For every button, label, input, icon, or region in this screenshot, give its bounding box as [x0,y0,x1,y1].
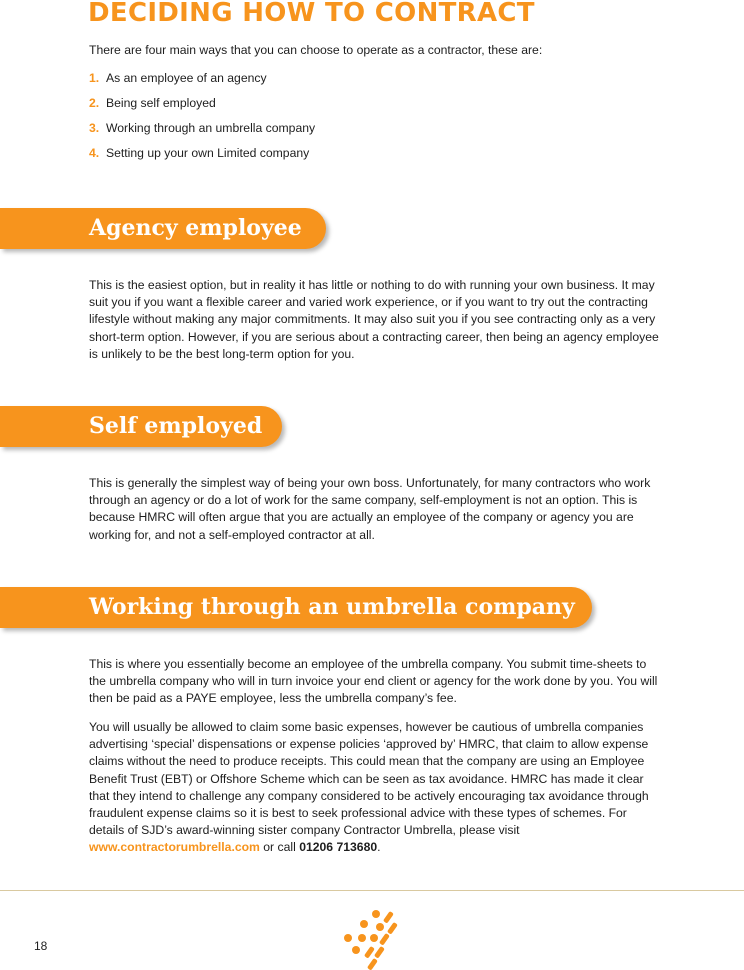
list-number: 1. [89,71,100,85]
list-item-text: Being self employed [106,96,216,110]
sentence-end: . [377,840,381,855]
agency-employee-paragraph: This is the easiest option, but in reality it has little or nothing to do with running your own business. It may suit you if you want a flexible career and varied work experience, or if you want to try out the contracting lifestyle without making any major commitments. It may also suit you if you see contracting only as a very short-term option. However, if you are serious about a contracting career, then being an agency employee is unlikely to be the best long-term option for you. [89,278,659,361]
umbrella-paragraph-2 [89,719,664,857]
list-item [89,71,315,96]
list-number: 4. [89,146,100,160]
intro-text: There are four main ways that you can choose to operate as a contractor, these are: [89,43,543,57]
page-title: DECIDING HOW TO CONTRACT [88,0,535,28]
contractor-umbrella-link[interactable]: www.contractorumbrella.com [89,840,260,855]
page-number: 18 [34,939,48,953]
list-item [89,121,315,146]
list-item-text: Working through an umbrella company [106,121,316,135]
self-employed-paragraph: This is generally the simplest way of being your own boss. Unfortunately, for many contractors who work through an agency or do a lot of work for the same company, self-employment is not an option. This is because HMRC will often argue that you are actually an employee of the company or agency you are working for, and not a self-employed contractor at all. [89,476,651,542]
section-banner-agency-employee: Agency employee [0,208,326,249]
umbrella-paragraph-1: This is where you essentially become an employee of the umbrella company. You submit time-sheets to the umbrella company who will in turn invoice your end client or agency for the work done by you. You will then be paid as a PAYE employee, less the umbrella company’s fee. [89,657,658,706]
section-banner-self-employed: Self employed [0,406,282,447]
list-item-text: Setting up your own Limited company [106,146,310,160]
call-text: or call [259,840,300,855]
list-number: 3. [89,121,100,135]
company-logo [340,908,404,970]
options-list [89,71,315,171]
umbrella-paragraph-2-text: You will usually be allowed to claim some basic expenses, however be cautious of umbrella companies advertising ‘special’ dispensations or expense policies ‘approved by’ HMRC, that claim to allow expense claims without the need to produce receipts. This could mean that the company are using an Employee Benefit Trust (EBT) or Offshore Scheme which can be seen as tax avoidance. HMRC has made it clear that they intend to challenge any company considered to be actively encouraging tax avoidance through fraudulent expense claims so it is best to seek professional advice with these types of schemes. For details of SJD’s award-winning sister company Contractor Umbrella, please visit [89,720,649,838]
list-number: 2. [89,96,100,110]
footer-divider [0,890,744,891]
phone-number: 01206 713680 [299,840,378,855]
section-banner-umbrella-company: Working through an umbrella company [0,587,592,628]
list-item-text: As an employee of an agency [106,71,267,85]
list-item [89,96,315,121]
list-item [89,146,315,171]
